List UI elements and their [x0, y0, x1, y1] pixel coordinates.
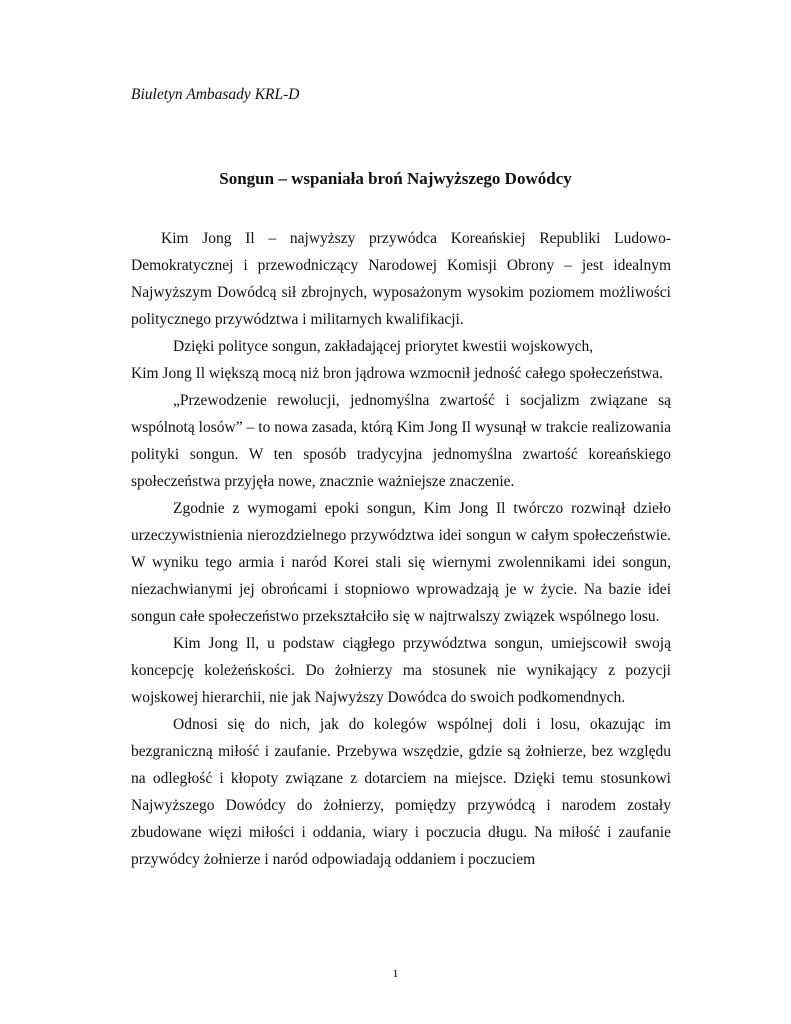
document-header: Biuletyn Ambasady KRL-D: [131, 86, 300, 103]
paragraph: Kim Jong Il – najwyższy przywódca Koreańskiej Republiki Ludowo-Demokratycznej i przewodniczący Narodowej Komisji Obrony – jest idealnym Najwyższym Dowódcą sił zbrojnych, wyposażonym wysokim poziomem możliwości politycznego przywództwa i militarnych kwalifikacji.: [131, 230, 671, 328]
document-body: [131, 225, 671, 873]
paragraph: Zgodnie z wymogami epoki songun, Kim Jong Il twórczo rozwinął dzieło urzeczywistnienia nierozdzielnego przywództwa idei songun w całym społeczeństwie. W wyniku tego armia i naród Korei stali się wiernymi zwolennikami idei songun, niezachwianymi jej obrońcami i stopniowo wprowadzają je w życie. Na bazie idei songun całe społeczeństwo przekształciło się w najtrwalszy związek wspólnego losu.: [131, 500, 671, 625]
paragraph: Kim Jong Il większą mocą niż bron jądrowa wzmocnił jedność całego społeczeństwa.: [131, 365, 663, 382]
paragraph: Kim Jong Il, u podstaw ciągłego przywództwa songun, umiejscowił swoją koncepcję koleżeńskości. Do żołnierzy ma stosunek nie wynikający z pozycji wojskowej hierarchii, nie jak Najwyższy Dowódca do swoich podkomendnych.: [131, 635, 671, 706]
paragraph: „Przewodzenie rewolucji, jednomyślna zwartość i socjalizm związane są wspólnotą losów” – to nowa zasada, którą Kim Jong Il wysunął w trakcie realizowania polityki songun. W ten sposób tradycyjna jednomyślna zwartość koreańskiego społeczeństwa przyjęła nowe, znacznie ważniejsze znaczenie.: [131, 392, 671, 490]
paragraph: Odnosi się do nich, jak do kolegów wspólnej doli i losu, okazując im bezgraniczną miłość i zaufanie. Przebywa wszędzie, gdzie są żołnierze, bez względu na odległość i kłopoty związane z dotarciem na miejsce. Dzięki temu stosunkowi Najwyższego Dowódcy do żołnierzy, pomiędzy przywódcą i narodem zostały zbudowane więzi miłości i oddania, wiary i poczucia długu. Na miłość i zaufanie przywódcy żołnierze i naród odpowiadają oddaniem i poczuciem: [131, 716, 671, 868]
paragraph: Dzięki polityce songun, zakładającej priorytet kwestii wojskowych,: [173, 338, 594, 355]
page-number: 1: [392, 966, 399, 980]
document-title: Songun – wspaniała broń Najwyższego Dowódcy: [219, 169, 572, 188]
